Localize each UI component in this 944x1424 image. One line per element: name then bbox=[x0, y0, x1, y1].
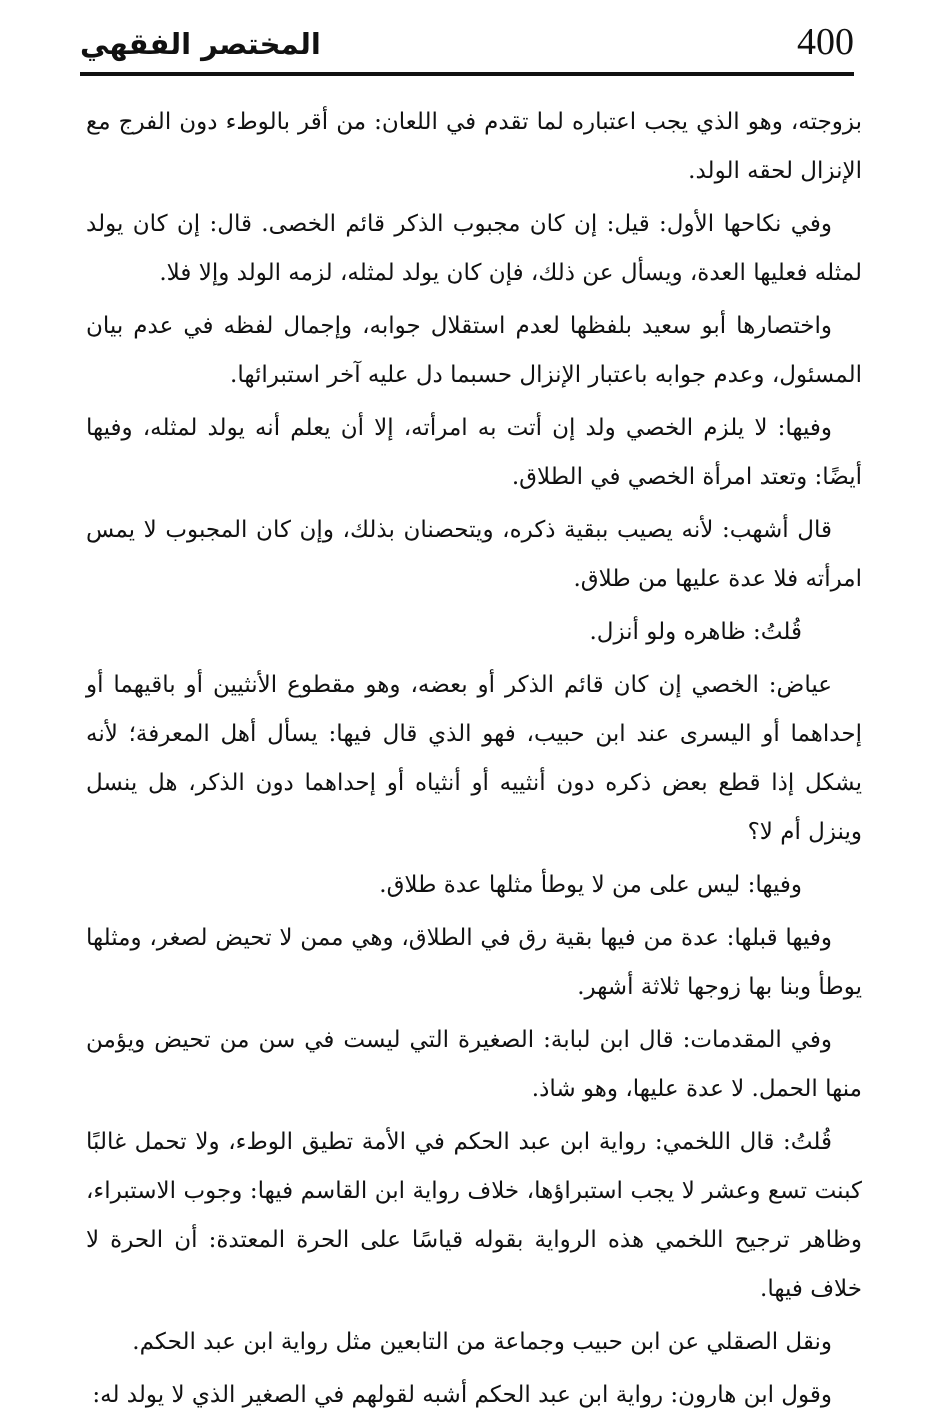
page-header bbox=[80, 18, 854, 68]
paragraph: وفيها قبلها: عدة من فيها بقية رق في الطلاق، وهي ممن لا تحيض لصغر، ومثلها يوطأ وبنا بها زوجها ثلاثة أشهر. bbox=[86, 925, 862, 1000]
header-rule bbox=[80, 72, 854, 76]
paragraph: قال أشهب: لأنه يصيب ببقية ذكره، ويتحصنان بذلك، وإن كان المجبوب لا يمس امرأته فلا عدة عليها من طلاق. bbox=[86, 517, 862, 592]
paragraph: قُلتُ: ظاهره ولو أنزل. bbox=[589, 619, 802, 645]
page-number: 400 bbox=[797, 21, 854, 63]
text-body bbox=[86, 98, 862, 1424]
paragraph: وفيها: ليس على من لا يوطأ مثلها عدة طلاق. bbox=[379, 872, 802, 898]
paragraph: عياض: الخصي إن كان قائم الذكر أو بعضه، وهو مقطوع الأنثيين أو باقيهما أو إحداهما أو اليسرى عند ابن حبيب، فهو الذي قال فيها: يسأل أهل المعرفة؛ لأنه يشكل إذا قطع بعض ذكره دون أنثييه أو أنثياه أو إحداهما دون الذكر، هل ينسل وينزل أم لا؟ bbox=[86, 672, 862, 845]
paragraph: بزوجته، وهو الذي يجب اعتباره لما تقدم في اللعان: من أقر بالوطء دون الفرج مع الإنزال لحقه الولد. bbox=[86, 109, 862, 184]
paragraph: وقول ابن هارون: رواية ابن عبد الحكم أشبه لقولهم في الصغير الذي لا يولد له: bbox=[92, 1382, 832, 1408]
paragraph: وفيها: لا يلزم الخصي ولد إن أتت به امرأته، إلا أن يعلم أنه يولد لمثله، وفيها أيضًا: وتعتد امرأة الخصي في الطلاق. bbox=[86, 415, 862, 490]
paragraph: واختصارها أبو سعيد بلفظها لعدم استقلال جوابه، وإجمال لفظه في عدم بيان المسئول، وعدم جوابه باعتبار الإنزال حسبما دل عليه آخر استبرائها. bbox=[86, 313, 862, 388]
book-title: المختصر الفقهي bbox=[80, 27, 321, 61]
paragraph: وفي المقدمات: قال ابن لبابة: الصغيرة التي ليست في سن من تحيض ويؤمن منها الحمل. لا عدة عليها، وهو شاذ. bbox=[86, 1027, 862, 1102]
paragraph: ونقل الصقلي عن ابن حبيب وجماعة من التابعين مثل رواية ابن عبد الحكم. bbox=[132, 1329, 832, 1355]
paragraph: وفي نكاحها الأول: قيل: إن كان مجبوب الذكر قائم الخصى. قال: إن كان يولد لمثله فعليها العدة، ويسأل عن ذلك، فإن كان يولد لمثله، لزمه الولد وإلا فلا. bbox=[86, 211, 862, 286]
paragraph: قُلتُ: قال اللخمي: رواية ابن عبد الحكم في الأمة تطيق الوطء، ولا تحمل غالبًا كبنت تسع وعشر لا يجب استبراؤها، خلاف رواية ابن القاسم فيها: وجوب الاستبراء، وظاهر ترجيح اللخمي هذه الرواية بقوله قياسًا على الحرة المعتدة: أن الحرة لا خلاف فيها. bbox=[86, 1129, 862, 1302]
